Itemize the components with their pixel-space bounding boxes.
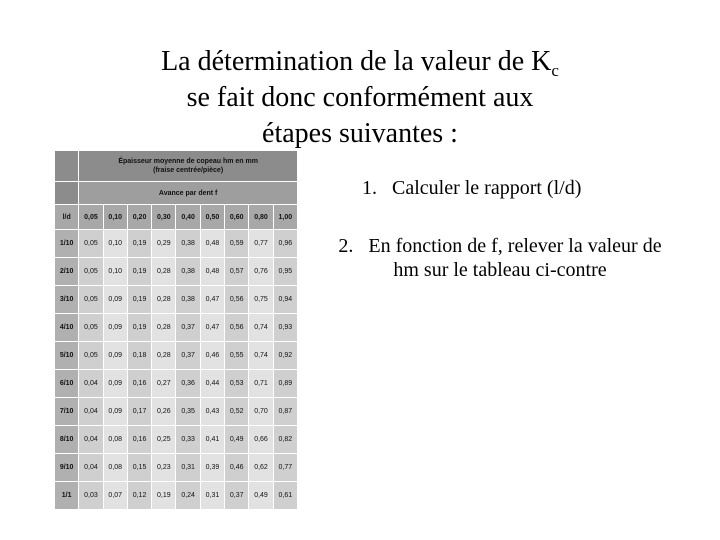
- table-cell: 0,12: [127, 482, 151, 510]
- table-cell: 0,15: [127, 454, 151, 482]
- table-row: [55, 286, 298, 314]
- table-cell: 0,19: [127, 314, 151, 342]
- table-cell: 0,74: [249, 314, 273, 342]
- table-corner-cell: [55, 151, 79, 182]
- table-cell: 0,09: [103, 314, 127, 342]
- title-line-2: se fait donc conformément aux: [186, 82, 534, 113]
- title-line-1-text: La détermination de la valeur de K: [161, 46, 552, 77]
- table-corner-cell-2: [55, 182, 79, 205]
- table-cell: 0,19: [127, 258, 151, 286]
- table-cell: 0,56: [225, 286, 249, 314]
- table-cell: 0,37: [176, 342, 200, 370]
- table-cell: 0,09: [103, 398, 127, 426]
- step-1: [330, 176, 670, 200]
- table-feed-header-row: [55, 182, 298, 205]
- table-cell: 0,36: [176, 370, 200, 398]
- table-cell: 0,16: [127, 426, 151, 454]
- table-row: [55, 482, 298, 510]
- table-cell: 0,47: [200, 314, 224, 342]
- table-cell: 0,93: [273, 314, 297, 342]
- table-ld-header: l/d: [55, 205, 79, 230]
- table-cell: 0,75: [249, 286, 273, 314]
- table-cell: 0,23: [152, 454, 176, 482]
- table-cell: 0,74: [249, 342, 273, 370]
- table-cell: 0,31: [200, 482, 224, 510]
- table-cell: 0,82: [273, 426, 297, 454]
- table-row-ld-label: 4/10: [55, 314, 79, 342]
- table-row: [55, 314, 298, 342]
- table-cell: 0,61: [273, 482, 297, 510]
- table-cell: 0,37: [176, 314, 200, 342]
- table-cell: 0,19: [152, 482, 176, 510]
- table-cell: 0,24: [176, 482, 200, 510]
- table-cell: 0,26: [152, 398, 176, 426]
- title-line-3: étapes suivantes :: [262, 118, 458, 149]
- table-cell: 0,09: [103, 342, 127, 370]
- table-cell: 0,28: [152, 342, 176, 370]
- table-header-row: [55, 151, 298, 182]
- table-row-ld-label: 1/1: [55, 482, 79, 510]
- table-feed-header-cell: 0,30: [152, 205, 176, 230]
- table-cell: 0,28: [152, 286, 176, 314]
- table-cell: 0,62: [249, 454, 273, 482]
- step-1-number: 1.: [362, 177, 377, 199]
- table-cell: 0,19: [127, 286, 151, 314]
- table-cell: 0,27: [152, 370, 176, 398]
- table-cell: 0,08: [103, 454, 127, 482]
- table-cell: 0,39: [200, 454, 224, 482]
- table-feed-header-cell: 0,10: [103, 205, 127, 230]
- table-row: [55, 230, 298, 258]
- table-cell: 0,52: [225, 398, 249, 426]
- table-cell: 0,38: [176, 230, 200, 258]
- table-cell: 0,87: [273, 398, 297, 426]
- table-cell: 0,05: [79, 314, 103, 342]
- table-cell: 0,70: [249, 398, 273, 426]
- table-row-ld-label: 5/10: [55, 342, 79, 370]
- table-row-ld-label: 6/10: [55, 370, 79, 398]
- table-cell: 0,18: [127, 342, 151, 370]
- table-cell: 0,48: [200, 230, 224, 258]
- table-cell: 0,03: [79, 482, 103, 510]
- table-cell: 0,71: [249, 370, 273, 398]
- steps-list: [330, 176, 670, 282]
- table-feed-header-cell: 0,50: [200, 205, 224, 230]
- table-cell: 0,38: [176, 258, 200, 286]
- table-cell: 0,96: [273, 230, 297, 258]
- table-cell: 0,55: [225, 342, 249, 370]
- table-row: [55, 398, 298, 426]
- table-row-ld-label: 8/10: [55, 426, 79, 454]
- table-cell: 0,41: [200, 426, 224, 454]
- table-row: [55, 370, 298, 398]
- table-cell: 0,43: [200, 398, 224, 426]
- chip-thickness-table: [54, 150, 298, 510]
- table-cell: 0,04: [79, 426, 103, 454]
- table-cell: 0,10: [103, 258, 127, 286]
- table-feed-header: Avance par dent f: [79, 182, 298, 205]
- table-feed-header-cell: 1,00: [273, 205, 297, 230]
- table-cell: 0,56: [225, 314, 249, 342]
- table-cell: 0,07: [103, 482, 127, 510]
- table-cell: 0,37: [225, 482, 249, 510]
- table-cell: 0,04: [79, 398, 103, 426]
- table-feed-header-cell: 0,40: [176, 205, 200, 230]
- table-row-ld-label: 3/10: [55, 286, 79, 314]
- table-cell: 0,49: [225, 426, 249, 454]
- table-cell: 0,47: [200, 286, 224, 314]
- table-cell: 0,05: [79, 286, 103, 314]
- title-subscript: c: [551, 61, 559, 80]
- table-cell: 0,92: [273, 342, 297, 370]
- table-cell: 0,09: [103, 370, 127, 398]
- table-cell: 0,05: [79, 258, 103, 286]
- table-feed-header-cell: 0,80: [249, 205, 273, 230]
- table-feed-header-cell: 0,20: [127, 205, 151, 230]
- table-cell: 0,59: [225, 230, 249, 258]
- step-2-text: En fonction de f, relever la valeur de hm sur le tableau ci-contre: [368, 235, 662, 281]
- table-cell: 0,77: [249, 230, 273, 258]
- table-feed-header-cell: 0,60: [225, 205, 249, 230]
- table-cell: 0,35: [176, 398, 200, 426]
- table-cell: 0,17: [127, 398, 151, 426]
- table-row: [55, 454, 298, 482]
- table-cell: 0,76: [249, 258, 273, 286]
- table-cell: 0,66: [249, 426, 273, 454]
- table-cell: 0,57: [225, 258, 249, 286]
- table-cell: 0,89: [273, 370, 297, 398]
- title-line-1: [120, 44, 600, 80]
- table-cell: 0,31: [176, 454, 200, 482]
- step-2-number: 2.: [338, 235, 354, 257]
- table-cell: 0,05: [79, 230, 103, 258]
- table-cell: 0,10: [103, 230, 127, 258]
- step-1-text: Calculer le rapport (l/d): [392, 177, 582, 199]
- table-cell: 0,38: [176, 286, 200, 314]
- table-cell: 0,04: [79, 370, 103, 398]
- table-main-header: [79, 151, 298, 182]
- chip-thickness-table-image: [54, 150, 298, 510]
- table-cell: 0,25: [152, 426, 176, 454]
- table-cell: 0,95: [273, 258, 297, 286]
- table-cell: 0,29: [152, 230, 176, 258]
- table-cell: 0,44: [200, 370, 224, 398]
- table-row-ld-label: 7/10: [55, 398, 79, 426]
- table-row-ld-label: 1/10: [55, 230, 79, 258]
- table-cell: 0,48: [200, 258, 224, 286]
- table-row: [55, 258, 298, 286]
- table-row-ld-label: 9/10: [55, 454, 79, 482]
- table-cell: 0,16: [127, 370, 151, 398]
- table-sub-header-text: (fraise centrée/pièce): [153, 167, 224, 174]
- step-2: [330, 234, 670, 282]
- table-cell: 0,46: [225, 454, 249, 482]
- table-cell: 0,49: [249, 482, 273, 510]
- table-cell: 0,09: [103, 286, 127, 314]
- table-row: [55, 342, 298, 370]
- slide-title: [120, 44, 600, 152]
- table-cell: 0,05: [79, 342, 103, 370]
- table-cell: 0,08: [103, 426, 127, 454]
- table-cell: 0,77: [273, 454, 297, 482]
- table-cell: 0,04: [79, 454, 103, 482]
- table-cell: 0,28: [152, 258, 176, 286]
- table-cell: 0,19: [127, 230, 151, 258]
- table-feed-values-row: [55, 205, 298, 230]
- table-cell: 0,46: [200, 342, 224, 370]
- table-cell: 0,94: [273, 286, 297, 314]
- table-cell: 0,28: [152, 314, 176, 342]
- table-cell: 0,53: [225, 370, 249, 398]
- table-feed-header-cell: 0,05: [79, 205, 103, 230]
- table-cell: 0,33: [176, 426, 200, 454]
- table-main-header-text: Épaisseur moyenne de copeau hm en mm: [118, 158, 258, 165]
- table-row: [55, 426, 298, 454]
- table-row-ld-label: 2/10: [55, 258, 79, 286]
